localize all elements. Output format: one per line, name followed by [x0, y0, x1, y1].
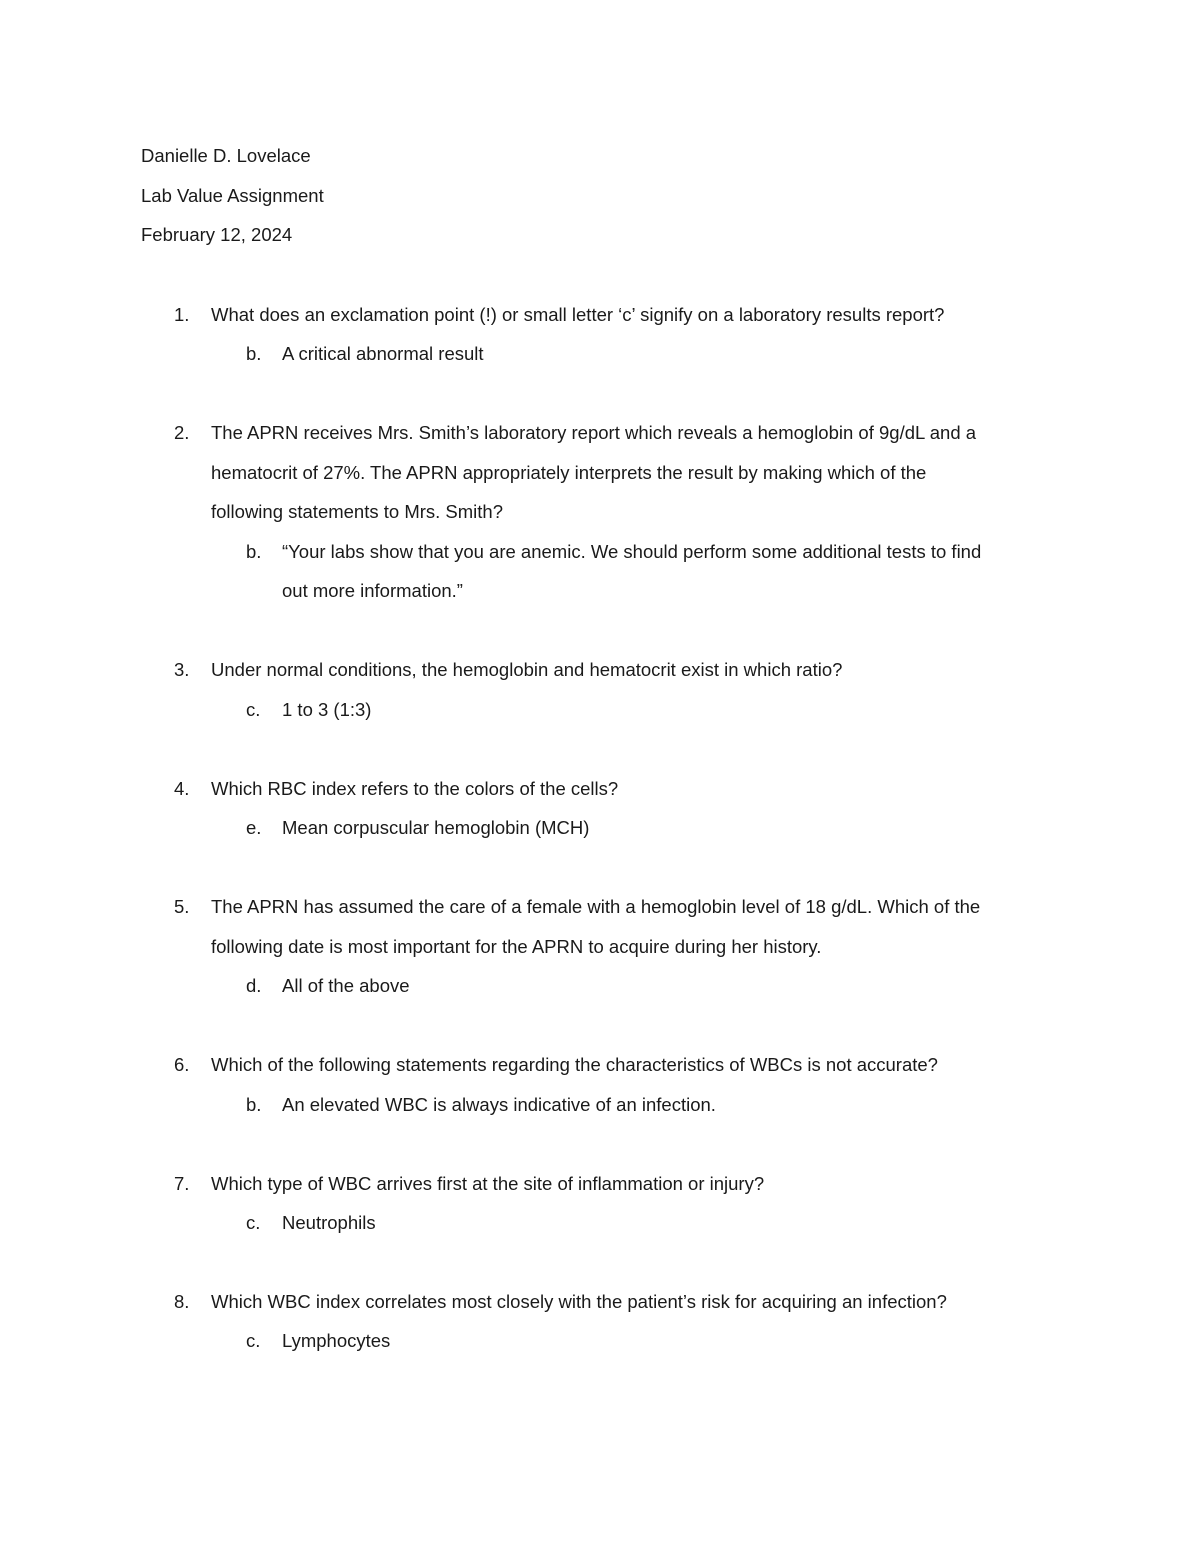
answer-letter: c. [246, 1330, 261, 1351]
question-number: 6. [174, 1054, 190, 1075]
answer-text: Lymphocytes [282, 1330, 391, 1351]
answer-letter: c. [246, 1212, 261, 1233]
answer-text: An elevated WBC is always indicative of an infection. [282, 1094, 716, 1115]
question-text: Which of the following statements regarding the characteristics of WBCs is not accurate? [211, 1054, 938, 1075]
question-text: What does an exclamation point (!) or small letter ‘c’ signify on a laboratory results report? [211, 304, 945, 325]
answer-letter: b. [246, 343, 262, 364]
answer-text: All of the above [282, 975, 410, 996]
question-text: following statements to Mrs. Smith? [211, 501, 503, 522]
question-text: following date is most important for the APRN to acquire during her history. [211, 936, 822, 957]
assignment-title: Lab Value Assignment [141, 185, 324, 206]
question-number: 5. [174, 896, 190, 917]
question-text: The APRN receives Mrs. Smith’s laboratory report which reveals a hemoglobin of 9g/dL and a [211, 422, 977, 443]
question-text: Which WBC index correlates most closely with the patient’s risk for acquiring an infection? [211, 1291, 947, 1312]
question-text: Under normal conditions, the hemoglobin and hematocrit exist in which ratio? [211, 659, 843, 680]
question-number: 4. [174, 778, 190, 799]
assignment-date: February 12, 2024 [141, 224, 293, 245]
answer-letter: b. [246, 541, 262, 562]
question-number: 2. [174, 422, 190, 443]
answer-text: 1 to 3 (1:3) [282, 699, 372, 720]
question-text: Which RBC index refers to the colors of the cells? [211, 778, 619, 799]
question-text: hematocrit of 27%. The APRN appropriately interprets the result by making which of the [211, 462, 927, 483]
question-number: 7. [174, 1173, 190, 1194]
answer-text: Neutrophils [282, 1212, 376, 1233]
answer-letter: d. [246, 975, 262, 996]
question-text: The APRN has assumed the care of a female with a hemoglobin level of 18 g/dL. Which of the [211, 896, 981, 917]
question-number: 3. [174, 659, 190, 680]
question-number: 1. [174, 304, 190, 325]
answer-letter: b. [246, 1094, 262, 1115]
answer-text: A critical abnormal result [282, 343, 484, 364]
author-name: Danielle D. Lovelace [141, 145, 311, 166]
answer-text: “Your labs show that you are anemic. We should perform some additional tests to find [282, 541, 982, 562]
question-number: 8. [174, 1291, 190, 1312]
answer-letter: c. [246, 699, 261, 720]
question-text: Which type of WBC arrives first at the site of inflammation or injury? [211, 1173, 765, 1194]
answer-text: Mean corpuscular hemoglobin (MCH) [282, 817, 590, 838]
answer-letter: e. [246, 817, 262, 838]
answer-text: out more information.” [282, 580, 463, 601]
